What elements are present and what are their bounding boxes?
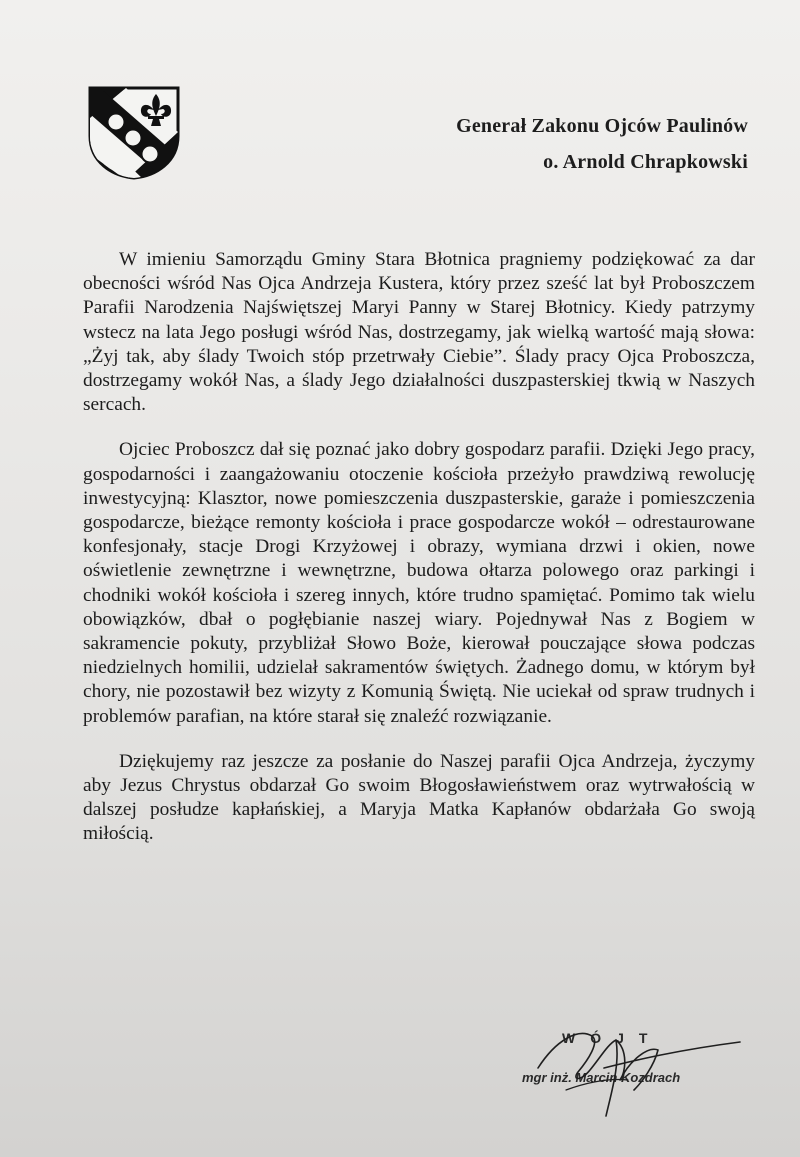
signature-title: WÓJT: [562, 1030, 663, 1046]
letter-body: [83, 248, 755, 868]
handwritten-signature-icon: [508, 1020, 748, 1130]
addressee-title: Generał Zakonu Ojców Paulinów: [456, 115, 748, 137]
paragraph-1: W imieniu Samorządu Gminy Stara Błotnica pragniemy podziękować za dar obecności wśród Nas Ojca Andrzeja Kustera, który przez sześć lat był Proboszczem Parafii Narodzenia Najświętszej Maryi Panny w Starej Błotnicy. Kiedy patrzymy wstecz na lata Jego posługi wśród Nas, dostrzegamy, jak wielką wartość mają słowa: „Żyj tak, aby ślady Twoich stóp przetrwały Ciebie”. Ślady pracy Ojca Proboszcza, dostrzegamy wokół Nas, a ślady Jego działalności duszpasterskiej tkwią w Naszych sercach.: [83, 249, 755, 416]
paragraph-3: Dziękujemy raz jeszcze za posłanie do Naszej parafii Ojca Andrzeja, życzymy aby Jezus Chrystus obdarzał Go swoim Błogosławieństwem oraz wytrwałością w dalszej posłudze kapłańskiej, a Maryja Matka Kapłanów obdarżała Go swoją miłością.: [83, 750, 755, 845]
coat-of-arms-icon: [86, 84, 182, 180]
paragraph-2: Ojciec Proboszcz dał się poznać jako dobry gospodarz parafii. Dzięki Jego pracy, gospodarności i zaangażowaniu otoczenie kościoła przeżyło prawdziwą rewolucję inwestycyjną: Klasztor, nowe pomieszczenia duszpasterskie, garaże i pomieszczenia gospodarcze, bieżące remonty kościoła i prace gospodarcze wokół – odrestaurowane konfesjonały, stacje Drogi Krzyżowej i obrazy, wymiana drzwi i okien, nowe oświetlenie zewnętrzne i wewnętrzne, budowa ołtarza polowego oraz parkingi i chodniki wokół kościoła i szereg innych, które trudno spamiętać. Pomimo tak wielu obowiązków, dbał o pogłębianie naszej wiary. Pojednywał Nas z Bogiem w sakramencie pokuty, przybliżał Słowo Boże, kierował pouczające słowa podczas niedzielnych homilii, udzielał sakramentów świętych. Żadnego domu, w którym był chory, nie pozostawił bez wizyty z Komunią Świętą. Nie uciekał od spraw trudnych i problemów parafian, na które starał się znaleźć rozwiązanie.: [83, 439, 755, 727]
addressee-name: o. Arnold Chrapkowski: [543, 151, 748, 173]
signature-block: [508, 1020, 748, 1130]
signature-name: mgr inż. Marcin Kozdrach: [522, 1070, 681, 1085]
addressee-block: [456, 108, 748, 180]
